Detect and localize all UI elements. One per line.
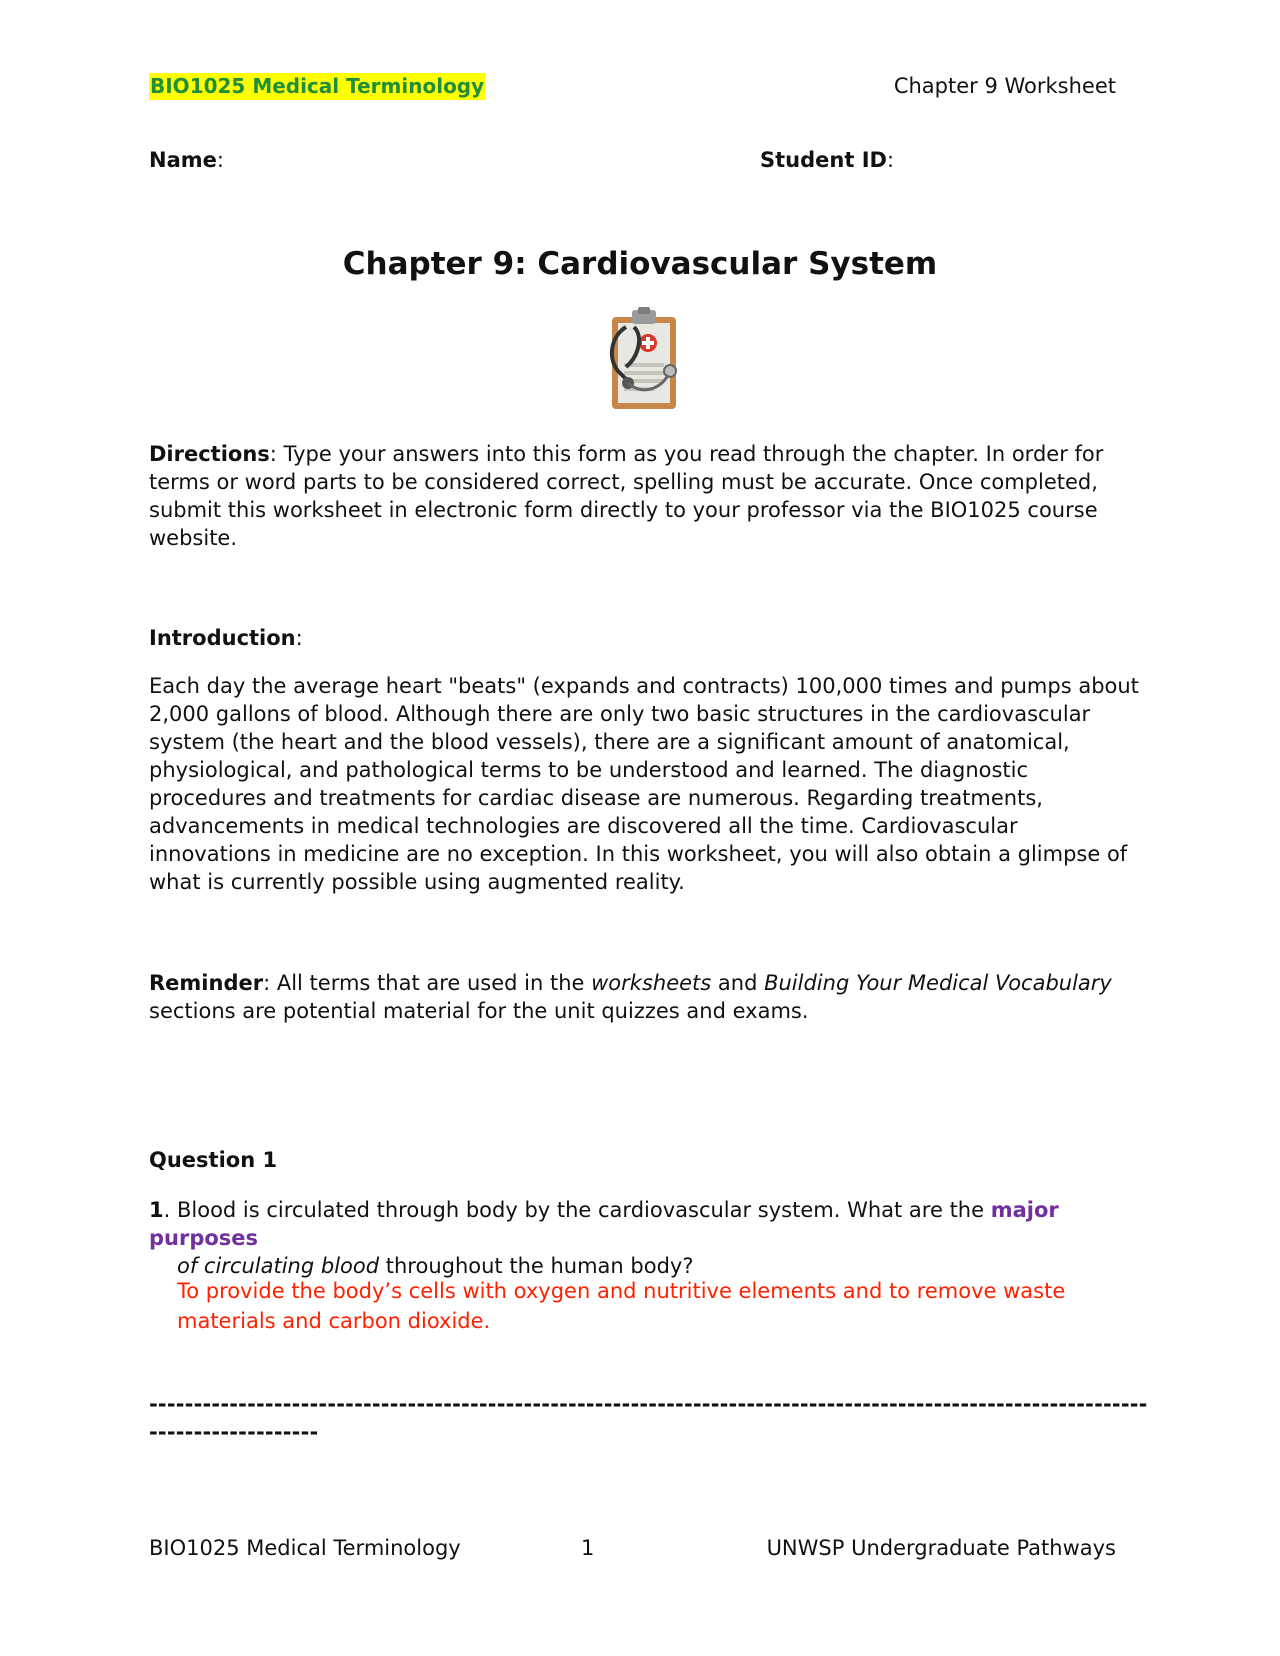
reminder-paragraph: Reminder: All terms that are used in the worksheets and Building Your Medical Vocabulary sections are potential material for the unit quizzes and exams. xyxy=(149,971,1112,1023)
directions-paragraph xyxy=(149,440,1139,552)
question-1-text: 1. Blood is circulated through body by the cardiovascular system. What are the major purposes of circulating blood throughout the human body? xyxy=(149,1198,1059,1278)
page-title: Chapter 9: Cardiovascular System xyxy=(342,246,938,282)
student-id-label: Student ID xyxy=(760,148,887,172)
major-purposes-highlight: major purposes xyxy=(149,1198,1059,1250)
chapter-worksheet-label: Chapter 9 Worksheet xyxy=(893,74,1116,98)
student-id-field[interactable]: Student ID: xyxy=(760,148,895,172)
directions-label: Directions xyxy=(149,442,270,466)
introduction-heading: Introduction: xyxy=(149,626,303,650)
question-1-heading: Question 1 xyxy=(149,1148,278,1172)
clipboard-stethoscope-icon xyxy=(604,307,684,413)
footer-page-number: 1 xyxy=(581,1536,595,1560)
footer-program: UNWSP Undergraduate Pathways xyxy=(766,1536,1116,1560)
directions-text: : Type your answers into this form as you read through the chapter. In order for terms or word parts to be considered correct, spelling must be accurate. Once completed, submit this worksheet in electronic form directly to your professor via the BIO1025 course website. xyxy=(149,442,1104,550)
introduction-paragraph: Each day the average heart "beats" (expands and contracts) 100,000 times and pumps about 2,000 gallons of blood. Although there are only two basic structures in the cardiovascular system (the heart and the blood vessels), there are a significant amount of anatomical, physiological, and pathological terms to be understood and learned. The diagnostic procedures and treatments for cardiac disease are numerous. Regarding treatments, advancements in medical technologies are discovered all the time. Cardiovascular innovations in medicine are no exception. In this worksheet, you will also obtain a glimpse of what is currently possible using augmented reality. xyxy=(149,674,1139,894)
reminder-label: Reminder xyxy=(149,971,264,995)
separator-line: ----------------------------------------------------------------------------------------------------------------------------------- xyxy=(149,1392,1148,1444)
course-title-highlight: BIO1025 Medical Terminology xyxy=(150,74,485,98)
question-1-answer[interactable]: To provide the body’s cells with oxygen and nutritive elements and to remove waste materials and carbon dioxide. xyxy=(177,1279,1066,1333)
footer-course: BIO1025 Medical Terminology xyxy=(149,1536,461,1560)
name-label: Name xyxy=(149,148,217,172)
name-field[interactable]: Name: xyxy=(149,148,224,172)
